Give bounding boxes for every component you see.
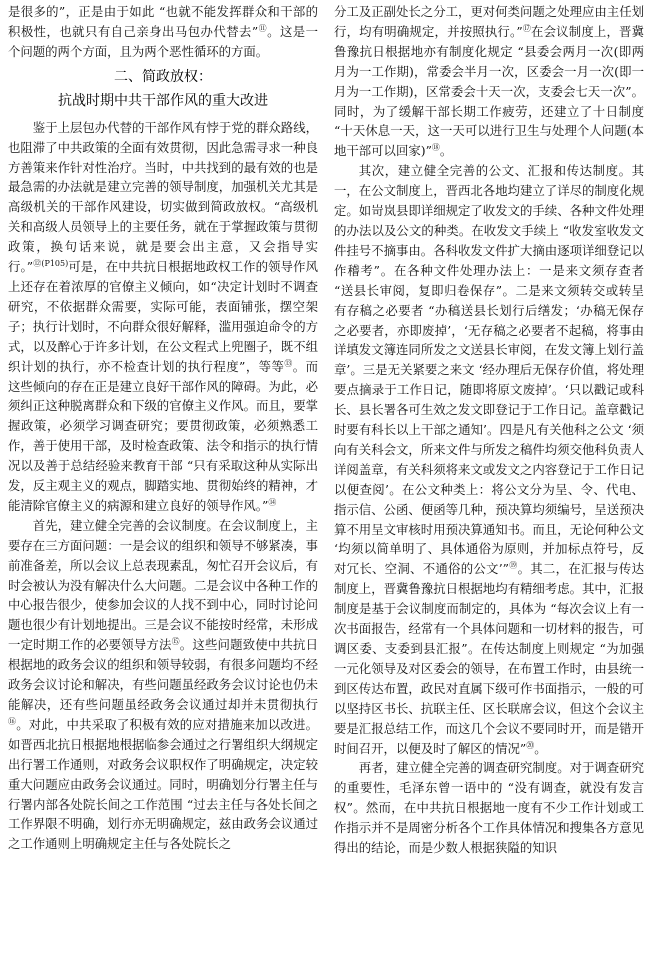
footnote-ref: ⑪ <box>258 23 268 33</box>
text-run: 在会议制度上，晋冀鲁豫抗日根据地亦有制度化规定 “县委会两月一次(即两月为一工作期)，常委会半月一次，区委会一月一次(即一月为一工作期)，区常委会十天一次，支委会七天一次”。同时，为了缓解干部长期工作疲劳，还建立了十日制度 “十天休息一天，这一天可以进行卫生与处理个人问题(本地干部可以回家)” <box>334 23 644 159</box>
left-column <box>8 2 318 957</box>
footnote-ref: ⑱ <box>431 143 440 153</box>
paragraph <box>8 118 318 516</box>
text-run: 分工及正副处长之分工，更对何类问题之处理应由主任划行，均有明确规定，并按照执行。” <box>334 4 644 39</box>
right-column <box>334 2 644 957</box>
footnote-ref: ⑮ <box>171 637 180 647</box>
footnote-ref: ⑰ <box>522 23 532 33</box>
text-run: 首先，建立健全完善的会议制度。在会议制度上，主要存在三方面问题：一是会议的组织和领导不够紧凑，事前准备差，所以会议上总表现素乱，匆忙召开会议后，有时会被认为没有解决什么大问题。二是会议中各种工作的中心报告很少，使参加会议的人找不到中心，同时讨论问题也很少有计划地提出。三是会议不能按时经常，未形成一定时期工作的必要领导方法 <box>8 517 318 653</box>
footnote-ref: ⑭ <box>268 497 277 507</box>
paragraph <box>334 161 644 758</box>
paragraph <box>334 758 644 858</box>
text-run: 。 <box>534 740 547 756</box>
text-run: 再者，建立健全完善的调查研究制度。对于调查研究的重要性，毛泽东曾一语中的 “没有调查，就没有发言权”。然而，在中共抗日根据地一度有不少工作计划或工作指示并不是周密分析各个工作具体情况和搜集各方意见得出的结论，而是少数人根据狭隘的知识 <box>334 760 644 856</box>
footnote-ref: ⑯ <box>8 716 17 726</box>
footnote-ref: ⑬ <box>284 358 293 368</box>
text-run: 。这是一个问题的两个方面，且为两个恶性循环的方面。 <box>8 23 318 59</box>
text-run: 。而这些倾向的存在正是建立良好干部作风的障碍。为此，必须纠正这种脱离群众和下级的官僚主义作风。而且，要掌握政策，必须学习调查研究；要贯彻政策，必须熟悉工作，善于使用干部，及时检查政策、法令和指示的执行情况以及善于总结经验来教育干部 “只有采取这种从实际出发，反主观主义的观点，脚踏实地、贯彻始终的精神，才能清除官僚主义的病源和建立良好的领导作风。” <box>8 358 318 513</box>
paragraph <box>8 516 318 854</box>
paragraph <box>8 2 318 62</box>
section-subtitle: 抗战时期中共干部作风的重大改进 <box>58 92 268 109</box>
footnote-ref: ⑲ <box>509 561 518 571</box>
text-run: 其次，建立健全完善的公文、汇报和传达制度。其一，在公文制度上，晋西北各地均建立了详尽的制度化规定。如岢岚县即详细规定了收发文的手续、各种文件处理的办法以及公文的种类。在收发文手续上 “收发室收发文件挂号不摘事由。各科收发文件扩大摘由逐项详细登记以作稽考”。在各种文件处理办法上：一是来文须存查者 “送县长审阅，复即归卷保存”。二是来文须转交或转呈有存稿之必要者 “办稿送县长划行后缮发；‘办稿无保存之必要者，亦即废掉’，‘无存稿之必要者不起稿，将事由详填发文簿连同所发之文送县长审阅，在发文簿上划行盖章’。三是无关紧要之来文 ‘经办理后无保存价值，将处理要点摘录于工作日记，随即将原文废掉’。‘只以戳记或科长、县长署各可生效之发文即登记于工作日记。盖章戳记时要有科长以上干部之通知’。四是凡有关他科之公文 ‘须向有关科会文，所来文件与所发之稿件均须交他科负责人详阅盖章，有关科须将来文或发文之内容登记于工作日记以便查阅’。在公文种类上：将公文分为呈、令、代电、指示信、公函、便函等几种，预决算均须编号，呈送预决算不用呈文审核时用预决算通知书。而且，无论何种公文 ‘均须以简单明了、具体通俗为原则，并加标点符号，反对冗长、空洞、不通俗的公文’” <box>334 163 644 577</box>
text-run: 。其二，在汇报与传达制度上，晋冀鲁豫抗日根据地均有精细考虑。其中，汇报制度是基于会议制度而制定的，具体为 “每次会议上有一次书面报告，经常有一个具体问题和一切材料的报告，可调区委、支委到县汇报”。在传达制度上则规定 “为加强一元化领导及对区委会的领导，在布置工作时，由县统一到区传达布置，政民对直属下级可作书面指示，一般的可以坚持区书长、抗联主任、区长联席会议，但这个会议主要是汇报总结工作，而这几个会议不要同时开，而是错开时间召开，以便及时了解区的情况” <box>334 561 644 756</box>
text-run: 可是，在中共抗日根据地政权工作的领导作风上还存在着浓厚的官僚主义倾向，如“决定计划时不调查研究，不依据群众需要，实际可能，表面铺张，摆空架子；执行计划时，不向群众很好解释，滥用强迫命令的方式，以及醉心于许多计划，在公文程式上兜圈子，既不组织计划的执行，亦不检查计划的执行程度”，等等 <box>8 259 318 374</box>
footnote-ref: ⑫(P105) <box>33 258 69 268</box>
section-title: 二、简政放权： <box>114 68 212 85</box>
text-run: 。这些问题致使中共抗日根据地的政务会议的组织和领导较弱，有很多问题均不经政务会议讨论和解决，有些问题虽经政务会议讨论也仍未能解决，还有些问题虽经政务会议通过却并未贯彻执行 <box>8 637 318 712</box>
text-run: 。 <box>439 143 453 159</box>
text-run: 。对此，中共采取了积极有效的应对措施来加以改进。如晋西北抗日根据地根据临参会通过之行署组织大纲规定出行署工作通则，对政务会议职权作了明确规定，决定较重大问题应由政务会议通过。同时，明确划分行署主任与行署内部各处院长间之工作范围 “过去主任与各处长间之工作界限不明确，划行亦无明确规定，兹由政务会议通过之工作通则上明确规定主任与各处院长之 <box>8 716 318 852</box>
text-run: 是很多的”，正是由于如此 “也就不能发挥群众和干部的积极性，也就只有自己亲身出马包办代替去” <box>8 4 318 39</box>
footnote-ref: ⑳ <box>526 740 535 750</box>
text-run: 鉴于上层包办代替的干部作风有悖于党的群众路线，也阻滞了中共政策的全面有效贯彻，因此急需寻求一种良方善策来作针对性治疗。当时，中共找到的最有效的也是最急需的办法就是建立完善的领导制度，加强机关尤其是高级机关的干部作风建设，切实做到简政放权。“高级机关和高级人员领导上的主要任务，就在于掌握政策与贯彻政策，换句话来说，就是要会出主意，又会指导实行。” <box>8 119 318 275</box>
paragraph <box>334 2 644 161</box>
